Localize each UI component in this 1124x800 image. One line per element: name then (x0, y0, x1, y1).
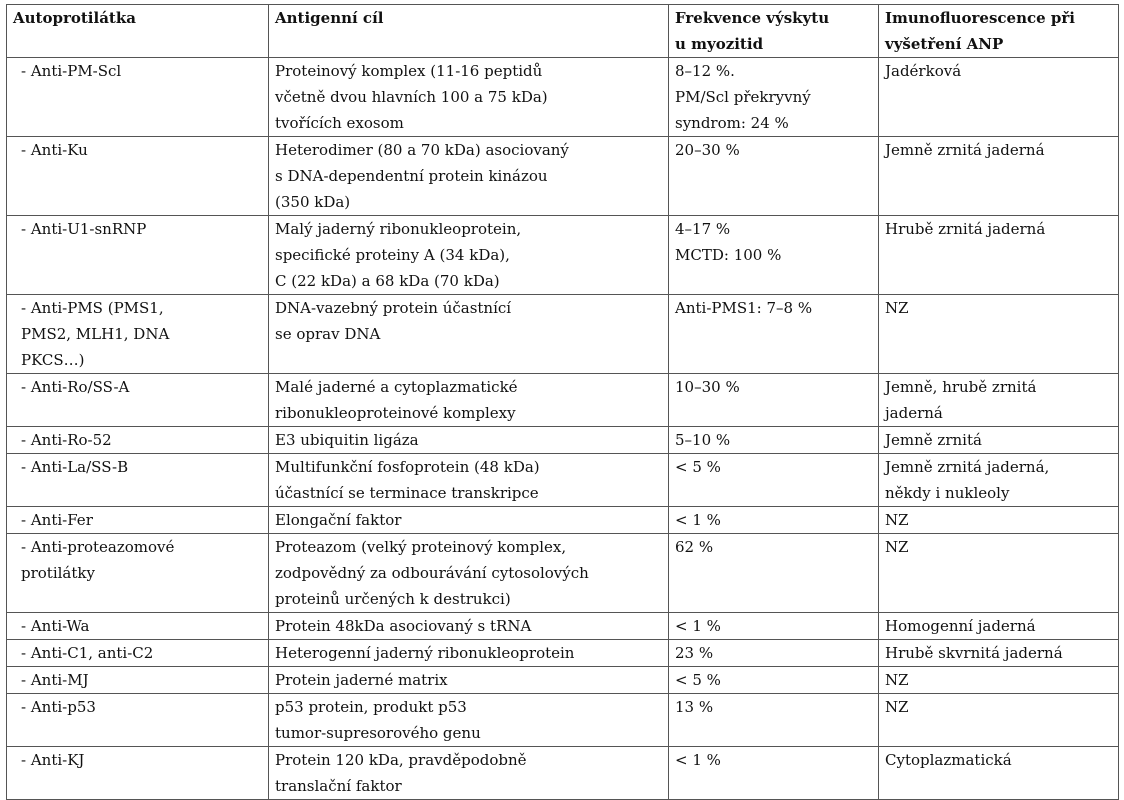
immunofluorescence-cell: Hrubě skvrnitá jaderná (879, 640, 1119, 667)
table-row (7, 374, 1119, 427)
table-row (7, 694, 1119, 747)
immunofluorescence-cell: Jadérková (879, 58, 1119, 137)
antigen-target-cell: Malé jaderné a cytoplazmatické ribonukleoproteinové komplexy (269, 374, 669, 427)
table-row (7, 216, 1119, 295)
autoantibody-cell: - Anti-PMS (PMS1, PMS2, MLH1, DNA PKCS…) (7, 295, 269, 374)
antigen-target-cell: Malý jaderný ribonukleoprotein, specifické proteiny A (34 kDa), C (22 kDa) a 68 kDa (70 kDa) (269, 216, 669, 295)
frequency-cell: < 5 % (669, 667, 879, 694)
frequency-cell: < 5 % (669, 454, 879, 507)
table-row (7, 534, 1119, 613)
table-row (7, 427, 1119, 454)
frequency-cell: 62 % (669, 534, 879, 613)
antigen-target-cell: DNA-vazebný protein účastnící se oprav DNA (269, 295, 669, 374)
autoantibody-cell: - Anti-Ro/SS-A (7, 374, 269, 427)
table-row (7, 58, 1119, 137)
antigen-target-cell: Proteazom (velký proteinový komplex, zodpovědný za odbourávání cytosolových proteinů určených k destrukci) (269, 534, 669, 613)
immunofluorescence-cell: Hrubě zrnitá jaderná (879, 216, 1119, 295)
frequency-cell: 10–30 % (669, 374, 879, 427)
autoantibody-cell: - Anti-La/SS-B (7, 454, 269, 507)
autoantibody-cell: - Anti-Ku (7, 137, 269, 216)
antigen-target-cell: Multifunkční fosfoprotein (48 kDa) účastnící se terminace transkripce (269, 454, 669, 507)
header-row (7, 5, 1119, 58)
immunofluorescence-cell: NZ (879, 507, 1119, 534)
antigen-target-cell: Heterodimer (80 a 70 kDa) asociovaný s DNA-dependentní protein kinázou (350 kDa) (269, 137, 669, 216)
autoantibody-cell: - Anti-Fer (7, 507, 269, 534)
table-row (7, 667, 1119, 694)
table-row (7, 137, 1119, 216)
table-body (7, 58, 1119, 800)
autoantibody-cell: - Anti-Wa (7, 613, 269, 640)
table-row (7, 613, 1119, 640)
header-autoantibody: Autoprotilátka (7, 5, 269, 58)
table-row (7, 454, 1119, 507)
frequency-cell: 23 % (669, 640, 879, 667)
immunofluorescence-cell: NZ (879, 694, 1119, 747)
document-page (6, 4, 1119, 800)
autoantibody-cell: - Anti-MJ (7, 667, 269, 694)
autoantibody-cell: - Anti-proteazomové protilátky (7, 534, 269, 613)
table-row (7, 295, 1119, 374)
immunofluorescence-cell: Jemně zrnitá (879, 427, 1119, 454)
autoantibody-cell: - Anti-U1-snRNP (7, 216, 269, 295)
immunofluorescence-cell: NZ (879, 534, 1119, 613)
antigen-target-cell: Protein 48kDa asociovaný s tRNA (269, 613, 669, 640)
immunofluorescence-cell: NZ (879, 295, 1119, 374)
frequency-cell: < 1 % (669, 747, 879, 800)
immunofluorescence-cell: Jemně zrnitá jaderná (879, 137, 1119, 216)
immunofluorescence-cell: NZ (879, 667, 1119, 694)
frequency-cell: < 1 % (669, 613, 879, 640)
header-frequency: Frekvence výskytu u myozitid (669, 5, 879, 58)
immunofluorescence-cell: Jemně, hrubě zrnitá jaderná (879, 374, 1119, 427)
autoantibody-table (6, 4, 1119, 800)
antigen-target-cell: Protein 120 kDa, pravděpodobně translační faktor (269, 747, 669, 800)
antigen-target-cell: p53 protein, produkt p53 tumor-supresorového genu (269, 694, 669, 747)
frequency-cell: 8–12 %. PM/Scl překryvný syndrom: 24 % (669, 58, 879, 137)
frequency-cell: 13 % (669, 694, 879, 747)
autoantibody-cell: - Anti-C1, anti-C2 (7, 640, 269, 667)
immunofluorescence-cell: Cytoplazmatická (879, 747, 1119, 800)
antigen-target-cell: Proteinový komplex (11-16 peptidů včetně dvou hlavních 100 a 75 kDa) tvořících exosom (269, 58, 669, 137)
frequency-cell: 20–30 % (669, 137, 879, 216)
antigen-target-cell: E3 ubiquitin ligáza (269, 427, 669, 454)
frequency-cell: < 1 % (669, 507, 879, 534)
table-row (7, 747, 1119, 800)
frequency-cell: 5–10 % (669, 427, 879, 454)
frequency-cell: Anti-PMS1: 7–8 % (669, 295, 879, 374)
antigen-target-cell: Protein jaderné matrix (269, 667, 669, 694)
table-row (7, 507, 1119, 534)
immunofluorescence-cell: Homogenní jaderná (879, 613, 1119, 640)
header-antigen-target: Antigenní cíl (269, 5, 669, 58)
table-row (7, 640, 1119, 667)
autoantibody-cell: - Anti-KJ (7, 747, 269, 800)
header-immunofluorescence: Imunofluorescence při vyšetření ANP (879, 5, 1119, 58)
autoantibody-cell: - Anti-p53 (7, 694, 269, 747)
immunofluorescence-cell: Jemně zrnitá jaderná, někdy i nukleoly (879, 454, 1119, 507)
frequency-cell: 4–17 % MCTD: 100 % (669, 216, 879, 295)
antigen-target-cell: Heterogenní jaderný ribonukleoprotein (269, 640, 669, 667)
autoantibody-cell: - Anti-Ro-52 (7, 427, 269, 454)
autoantibody-cell: - Anti-PM-Scl (7, 58, 269, 137)
antigen-target-cell: Elongační faktor (269, 507, 669, 534)
